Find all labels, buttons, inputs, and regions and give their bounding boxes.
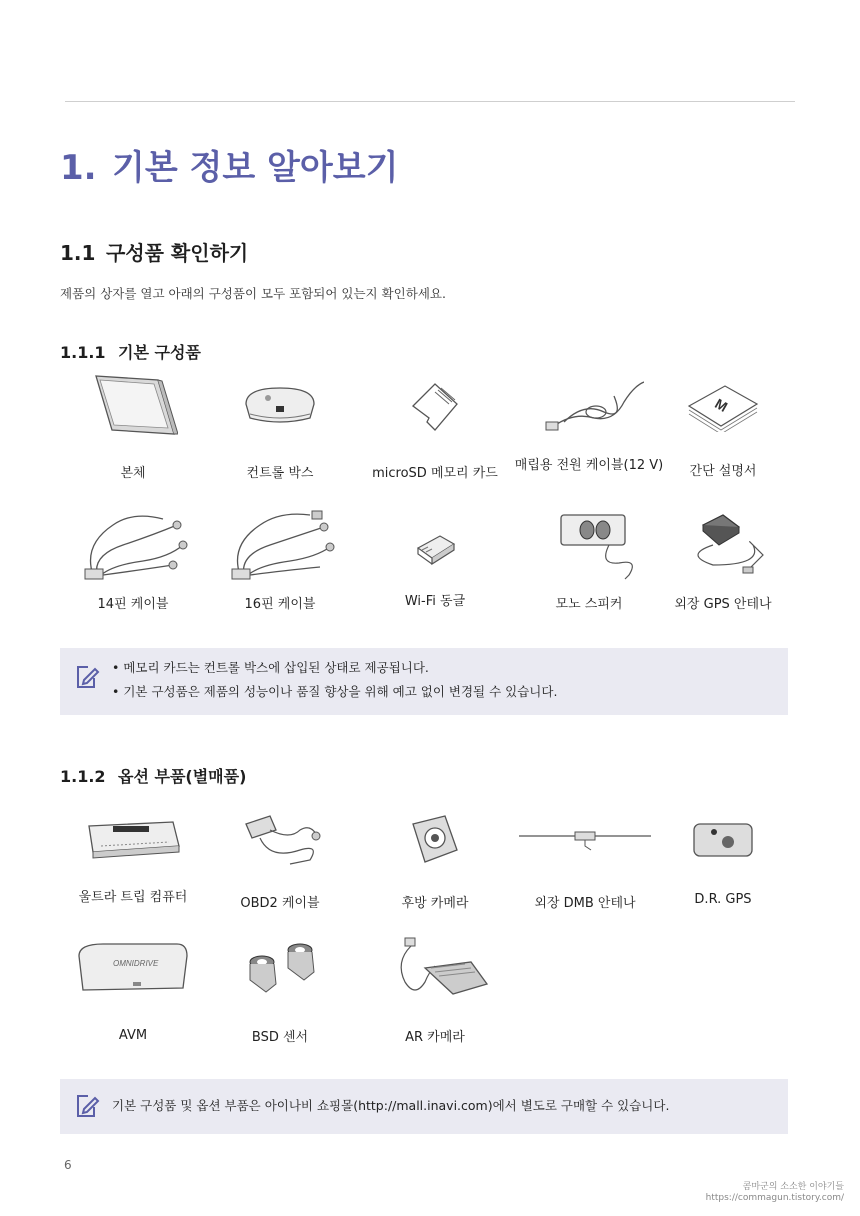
pencil-note-icon [74,664,100,694]
item-label: BSD 센서 [251,1030,309,1045]
14pin-cable-icon [73,505,193,585]
note-box [60,648,788,715]
item-label: 16핀 케이블 [244,597,316,612]
item-label: 본체 [120,466,146,481]
section-title: 구성품 확인하기 [106,241,249,265]
item-avm [58,936,208,1043]
intro-text: 제품의 상자를 열고 아래의 구성품이 모두 포함되어 있는지 확인하세요. [60,286,446,301]
item-label: microSD 메모리 카드 [372,466,498,481]
16pin-cable-icon [220,505,340,585]
ar-camera-icon [375,932,495,1006]
control-box-icon [240,380,320,428]
bsd-sensor-icon [230,940,330,1002]
item-label: 컨트롤 박스 [246,466,314,481]
chapter-heading [60,140,398,189]
item-label: Wi-Fi 동글 [404,594,466,609]
item-bsd-sensor [205,940,355,1045]
item-trip-computer [58,816,208,905]
subsection-number: 1.1.1 [60,343,106,362]
obd2-cable-icon [230,810,330,870]
item-gps-antenna [648,505,798,612]
item-label: 후방 카메라 [401,896,469,911]
dr-gps-icon [688,818,758,862]
item-label: D.R. GPS [694,892,752,907]
item-label: 울트라 트립 컴퓨터 [78,890,188,905]
item-label: 매립용 전원 케이블(12 V) [514,458,664,473]
note-line: • 기본 구성품은 제품의 성능이나 품질 향상을 위해 예고 없이 변경될 수 있습니다. [112,684,558,699]
item-label: OBD2 케이블 [240,896,320,911]
subsection-number: 1.1.2 [60,767,106,786]
item-label: AVM [118,1028,148,1043]
section-number: 1.1 [60,241,96,265]
watermark-url: https://commagun.tistory.com/ [705,1193,844,1203]
item-microsd [360,380,510,481]
gps-antenna-icon [673,505,773,585]
speaker-icon [539,505,639,585]
chapter-title: 기본 정보 알아보기 [112,148,399,188]
note-line: • 메모리 카드는 컨트롤 박스에 삽입된 상태로 제공됩니다. [112,660,429,675]
item-mono-speaker [514,505,664,612]
main-unit-icon [88,370,178,440]
rear-camera-icon [405,810,465,870]
note-line: 기본 구성품 및 옵션 부품은 아이나비 쇼핑몰(http://mall.inavi.com)에서 별도로 구매할 수 있습니다. [112,1098,670,1113]
item-dr-gps [648,818,798,907]
section-heading [60,237,248,266]
quick-guide-icon [685,380,761,432]
item-14pin-cable [58,505,208,612]
item-label: 간단 설명서 [689,464,757,479]
page-number: 6 [64,1158,72,1172]
watermark [706,1182,844,1204]
item-obd2-cable [205,810,355,911]
item-label: 14핀 케이블 [97,597,169,612]
header-rule [65,101,795,102]
pencil-note-icon [74,1093,100,1123]
wifi-dongle-icon [410,520,460,570]
item-dmb-antenna [510,826,660,911]
svg-text:OMNIDRIVE: OMNIDRIVE [113,959,159,968]
item-label: AR 카메라 [405,1030,465,1045]
power-cable-icon [534,372,644,438]
avm-device-icon [73,936,193,1000]
chapter-number: 1. [60,148,97,188]
item-label: 모노 스피커 [555,597,623,612]
dmb-antenna-icon [515,826,655,856]
svg-text:M: M [712,395,731,415]
optional-components-heading [60,764,246,787]
item-quick-guide [648,380,798,479]
subsection-title: 기본 구성품 [118,343,201,362]
item-label: 외장 DMB 안테나 [534,896,636,911]
item-rear-camera [360,810,510,911]
item-wifi-dongle [360,520,510,609]
basic-components-heading [60,340,201,363]
watermark-line: 콤마군의 소소한 이야기들 [742,1182,844,1192]
microsd-card-icon [405,380,465,434]
item-label: 외장 GPS 안테나 [674,597,772,612]
trip-computer-icon [83,816,183,862]
subsection-title: 옵션 부품(별매품) [118,767,247,786]
item-control-box [205,380,355,481]
item-16pin-cable [205,505,355,612]
note-box [60,1079,788,1134]
item-ar-camera [360,932,510,1045]
item-power-cable [514,372,664,473]
item-main-unit [58,370,208,481]
